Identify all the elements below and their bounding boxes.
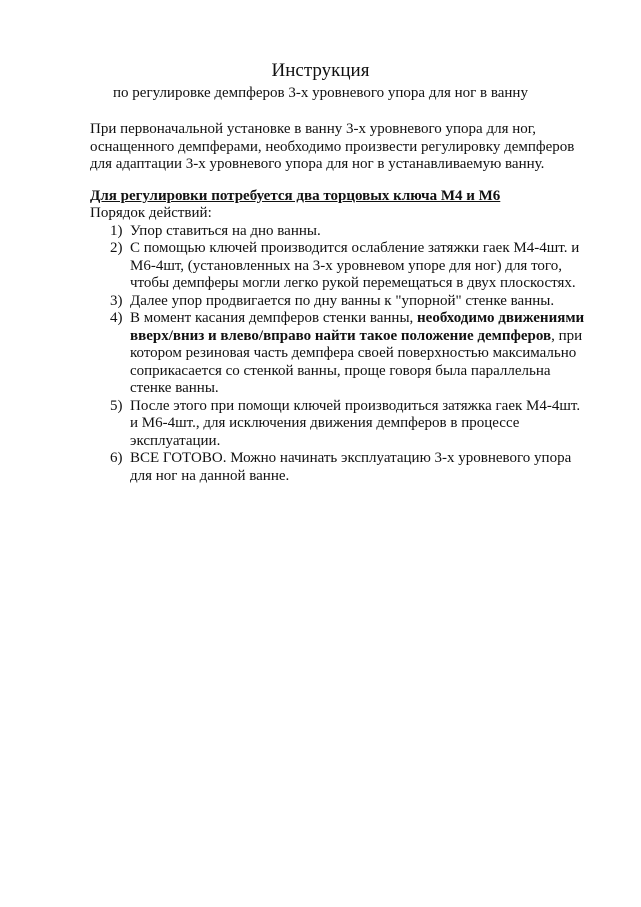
step-emphasis: необходимо движениями [417,310,585,326]
step-line: эксплуатации. [130,433,221,449]
step-emphasis: вверх/вниз и влево/вправо найти такое положение демпферов [130,328,552,344]
step-text: В момент касания демпферов стенки ванны, [130,310,418,326]
document-title: Инструкция [271,60,370,81]
intro-line: оснащенного демпферами, необходимо произвести регулировку демпферов [90,139,575,155]
step-number: 6) [110,450,123,466]
intro-line: При первоначальной установке в ванну 3-х уровневого упора для ног, [90,121,536,137]
steps-label: Порядок действий: [90,205,212,221]
step-line: Далее упор продвигается по дну ванны к "упорной" стенке ванны. [130,293,555,309]
step-number: 4) [110,310,123,326]
step-line [130,328,582,346]
step-number: 5) [110,398,123,414]
step-line: С помощью ключей производится ослабление затяжки гаек М4-4шт. и [130,240,580,256]
step-text: , при [551,328,583,344]
step-line [130,310,584,328]
document-subtitle: по регулировке демпферов 3-х уровневого упора для ног в ванну [113,85,528,101]
step-line: чтобы демпферы могли легко рукой перемещаться в двух плоскостях. [130,275,576,291]
step-number: 3) [110,293,123,309]
step-line: стенке ванны. [130,380,219,396]
intro-line: для адаптации 3-х уровневого упора для ног в устанавливаемую ванну. [90,156,545,172]
step-line: соприкасается со стенкой ванны, проще говоря была параллельна [130,363,551,379]
step-line: Упор ставиться на дно ванны. [130,223,321,239]
step-line: котором резиновая часть демпфера своей поверхностью максимально [130,345,577,361]
step-line: М6-4шт, (установленных на 3-х уровневом упоре для ног) для того, [130,258,562,274]
step-number: 1) [110,223,123,239]
step-line: После этого при помощи ключей производиться затяжка гаек М4-4шт. [130,398,581,414]
step-line: для ног на данной ванне. [130,468,290,484]
tools-heading: Для регулировки потребуется два торцовых ключа М4 и М6 [90,188,501,204]
step-line: ВСЕ ГОТОВО. Можно начинать эксплуатацию 3-х уровневого упора [130,450,572,466]
step-number: 2) [110,240,123,256]
step-line: и М6-4шт., для исключения движения демпферов в процессе [130,415,520,431]
